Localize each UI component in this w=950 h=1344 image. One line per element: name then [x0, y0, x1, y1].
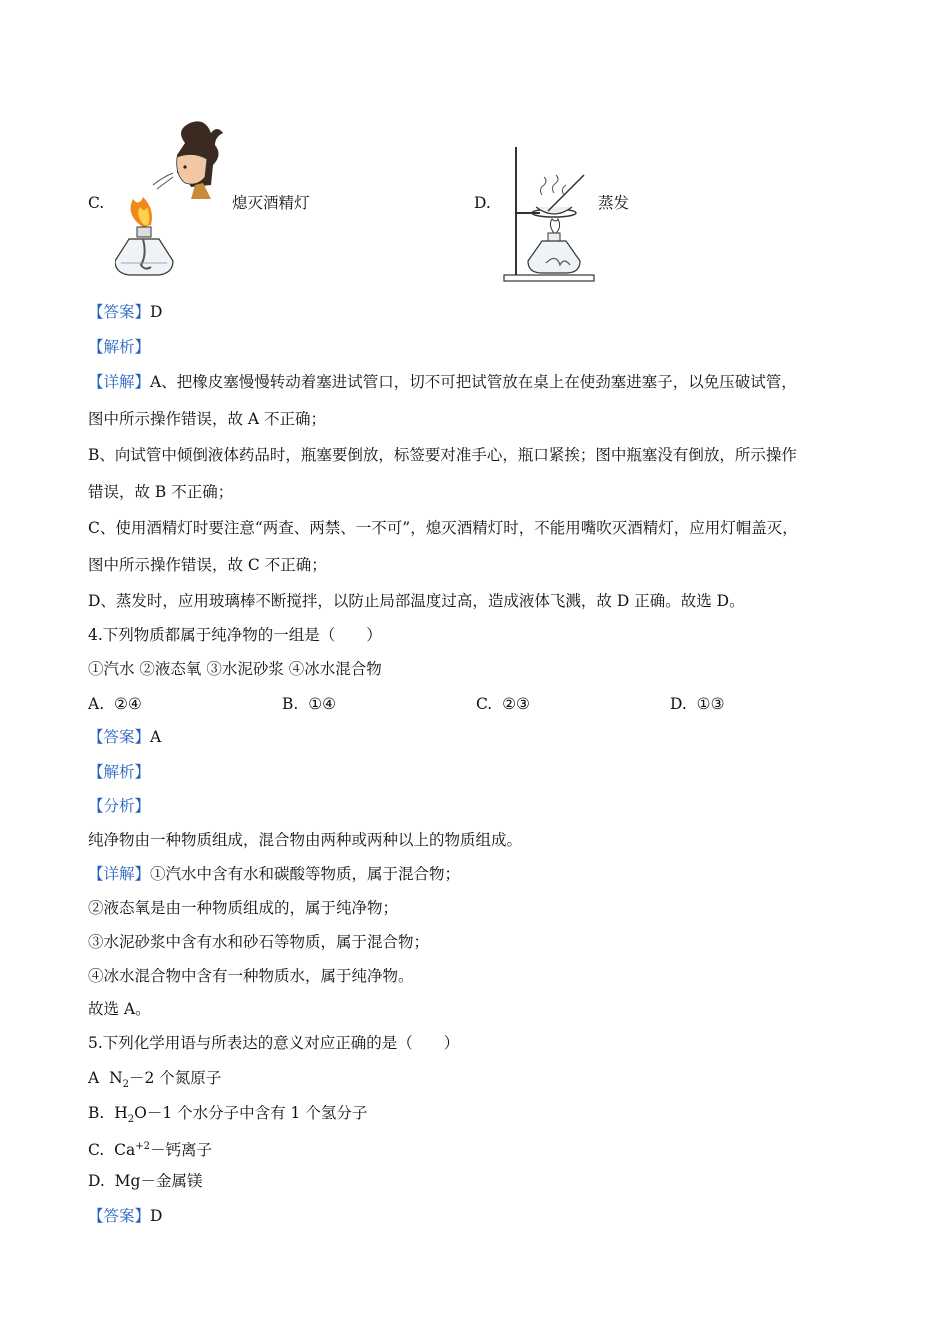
q4-conclusion: 故选 A。: [88, 1000, 151, 1018]
q5-answer: 【答案】D: [88, 1207, 163, 1225]
q4-detail3: ③水泥砂浆中含有水和砂石等物质，属于混合物；: [88, 933, 430, 951]
q3-detail-a-line2: 图中所示操作错误，故 A 不正确；: [88, 410, 327, 428]
q5-option-c: C. $Ca^{+2}-$钙离子: [88, 1141, 212, 1160]
q5-option-b: B. $H_2O-1$ 个水分子中含有 1 个氢分子: [88, 1104, 368, 1126]
q3-detail-c-line1: C、使用酒精灯时要注意“两查、两禁、一不可”，熄灭酒精灯时，不能用嘴吹灭酒精灯，应用灯帽盖灭，: [88, 519, 798, 537]
option-d-caption: 蒸发: [598, 194, 630, 212]
q4-answer: 【答案】A: [88, 728, 162, 746]
q3-answer: [88, 302, 162, 322]
q3-detail-d-line: D、蒸发时，应用玻璃棒不断搅拌，以防止局部温度过高，造成液体飞溅，故 D 正确。故选 D。: [88, 592, 745, 610]
q4-fenxi-tag: 【分析】: [88, 797, 151, 815]
extinguish-lamp-illustration: [115, 115, 225, 285]
q4-stem: 4.下列物质都属于纯净物的一组是（ ）: [88, 626, 382, 644]
q4-detail1: 【详解】①汽水中含有水和碳酸等物质，属于混合物；: [88, 865, 461, 883]
q4-option-d: D. ①③: [670, 695, 725, 713]
q3-analysis-tag: 【解析】: [88, 338, 151, 356]
answer-tag: 【答案】: [88, 303, 151, 321]
answer-value: D: [150, 303, 163, 321]
q3-detail-c-line2: 图中所示操作错误，故 C 不正确；: [88, 556, 327, 574]
option-d-letter: D.: [474, 194, 491, 212]
q4-option-b: B. ①④: [282, 695, 336, 713]
evaporation-apparatus-illustration: [500, 145, 600, 285]
q4-items: ①汽水 ②液态氧 ③水泥砂浆 ④冰水混合物: [88, 660, 382, 678]
q4-detail2: ②液态氧是由一种物质组成的，属于纯净物；: [88, 899, 399, 917]
q5-option-d: D. Mg－金属镁: [88, 1172, 203, 1190]
q5-stem: 5.下列化学用语与所表达的意义对应正确的是（ ）: [88, 1034, 460, 1052]
q5-option-a: A $N_2-2$ 个氮原子: [88, 1069, 222, 1091]
q4-option-c: C. ②③: [476, 695, 530, 713]
option-c-caption: 熄灭酒精灯: [232, 194, 310, 212]
q3-detail-b-line1: B、向试管中倾倒液体药品时，瓶塞要倒放，标签要对准手心，瓶口紧挨；图中瓶塞没有倒放，所示操作: [88, 446, 797, 464]
q4-option-a: A. ②④: [88, 695, 142, 713]
q4-fenxi: 纯净物由一种物质组成，混合物由两种或两种以上的物质组成。: [88, 831, 523, 849]
q4-detail4: ④冰水混合物中含有一种物质水，属于纯净物。: [88, 967, 414, 985]
option-c-letter: C.: [88, 194, 105, 212]
q4-analysis-tag: 【解析】: [88, 763, 151, 781]
q3-detail-b-line2: 错误，故 B 不正确；: [88, 483, 234, 501]
q3-detail-a-line1: 【详解】A、把橡皮塞慢慢转动着塞进试管口，切不可把试管放在桌上在使劲塞进塞子，以免压破试管，: [88, 373, 797, 391]
